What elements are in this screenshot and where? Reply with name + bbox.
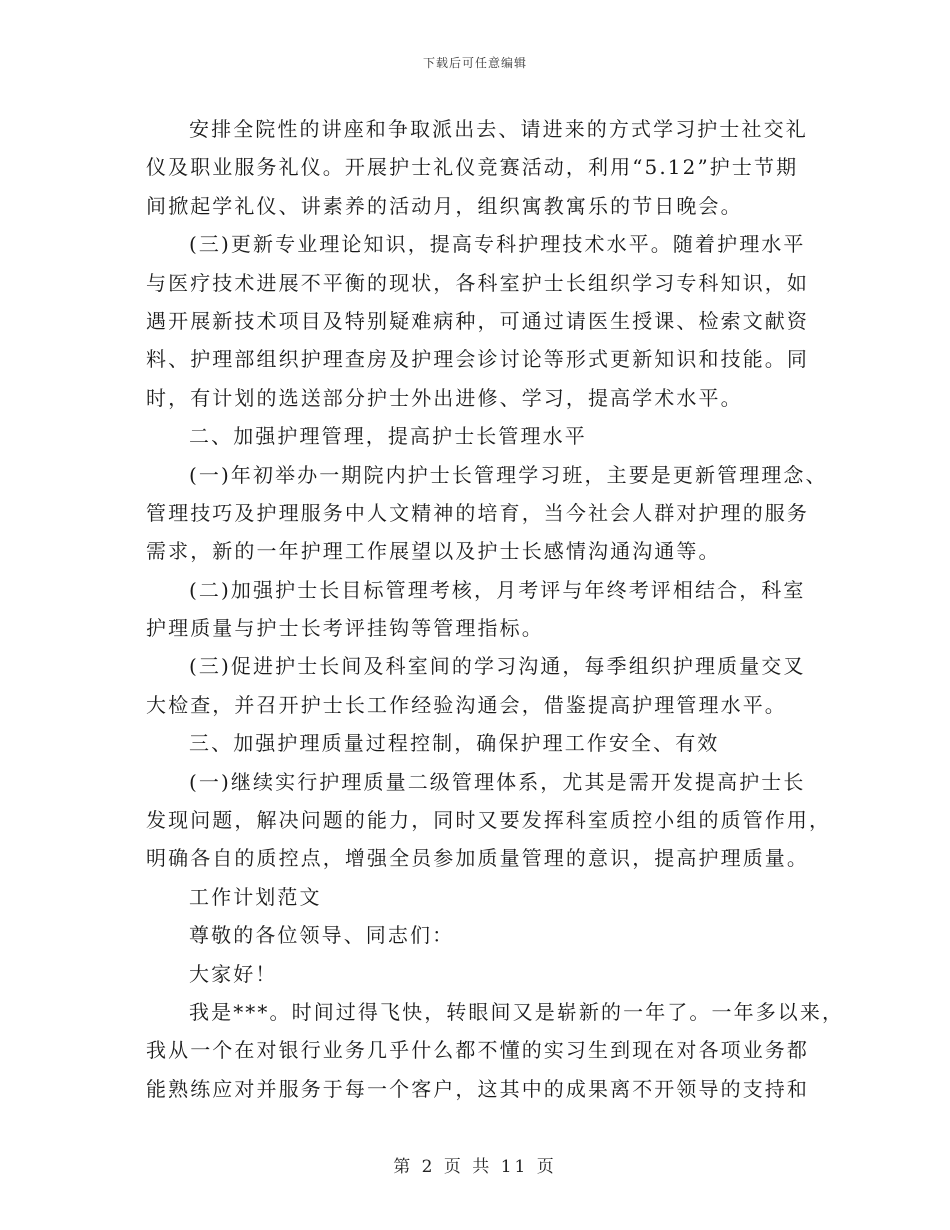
text-line: 大检查，并召开护士长工作经验沟通会，借鉴提高护理管理水平。: [146, 692, 787, 717]
text-line: 护理质量与护士长考评挂钩等管理指标。: [146, 616, 544, 641]
text-line: 明确各自的质控点，增强全员参加质量管理的意识，提高护理质量。: [146, 846, 809, 871]
text-line: 管理技巧及护理服务中人文精神的培育，当今社会人群对护理的服务: [146, 500, 809, 525]
text-line: 发现问题，解决问题的能力，同时又要发挥科室质控小组的质管作用，: [146, 808, 832, 833]
text-line: 仪及职业服务礼仪。开展护士礼仪竞赛活动，利用“5.12”护士节期: [146, 155, 799, 180]
text-line: 间掀起学礼仪、讲素养的活动月，组织寓教寓乐的节日晚会。: [146, 193, 743, 218]
text-line: 料、护理部组织护理查房及护理会诊讨论等形式更新知识和技能。同: [146, 347, 809, 372]
text-line: 尊敬的各位领导、同志们：: [189, 923, 455, 948]
text-line: 与医疗技术进展不平衡的现状，各科室护士长组织学习专科知识，如: [146, 270, 809, 295]
text-line: 时，有计划的选送部分护士外出进修、学习，提高学术水平。: [146, 385, 743, 410]
text-line: 安排全院性的讲座和争取派出去、请进来的方式学习护士社交礼: [189, 117, 808, 141]
text-line: (二)加强护士长目标管理考核，月考评与年终考评相结合，科室: [189, 577, 806, 602]
text-line: 工作计划范文: [189, 884, 322, 909]
page-header: 下载后可任意编辑: [422, 56, 527, 70]
text-line: 我是***。时间过得飞快，转眼间又是崭新的一年了。一年多以来，: [189, 999, 845, 1024]
text-line: 需求，新的一年护理工作展望以及护士长感情沟通沟通等。: [146, 539, 721, 564]
text-line: (三)促进护士长间及科室间的学习沟通，每季组织护理质量交叉: [189, 654, 806, 679]
text-line: 能熟练应对并服务于每一个客户，这其中的成果离不开领导的支持和: [146, 1076, 809, 1101]
text-line: 我从一个在对银行业务几乎什么都不懂的实习生到现在对各项业务都: [146, 1038, 809, 1063]
text-line: 三、加强护理质量过程控制，确保护理工作安全、有效: [189, 731, 720, 756]
text-line: (三)更新专业理论知识，提高专科护理技术水平。随着护理水平: [189, 232, 806, 257]
document-body: [146, 110, 845, 1108]
text-line: 大家好！: [189, 961, 278, 986]
text-line: (一)继续实行护理质量二级管理体系，尤其是需开发提高护士长: [189, 769, 806, 794]
text-line: 二、加强护理管理，提高护士长管理水平: [189, 424, 587, 449]
text-line: 遇开展新技术项目及特别疑难病种，可通过请医生授课、检索文献资: [146, 308, 809, 333]
page-footer: 第 2 页 共 11 页: [393, 1157, 557, 1177]
text-line: (一)年初举办一期院内护士长管理学习班，主要是更新管理理念、: [189, 462, 828, 487]
